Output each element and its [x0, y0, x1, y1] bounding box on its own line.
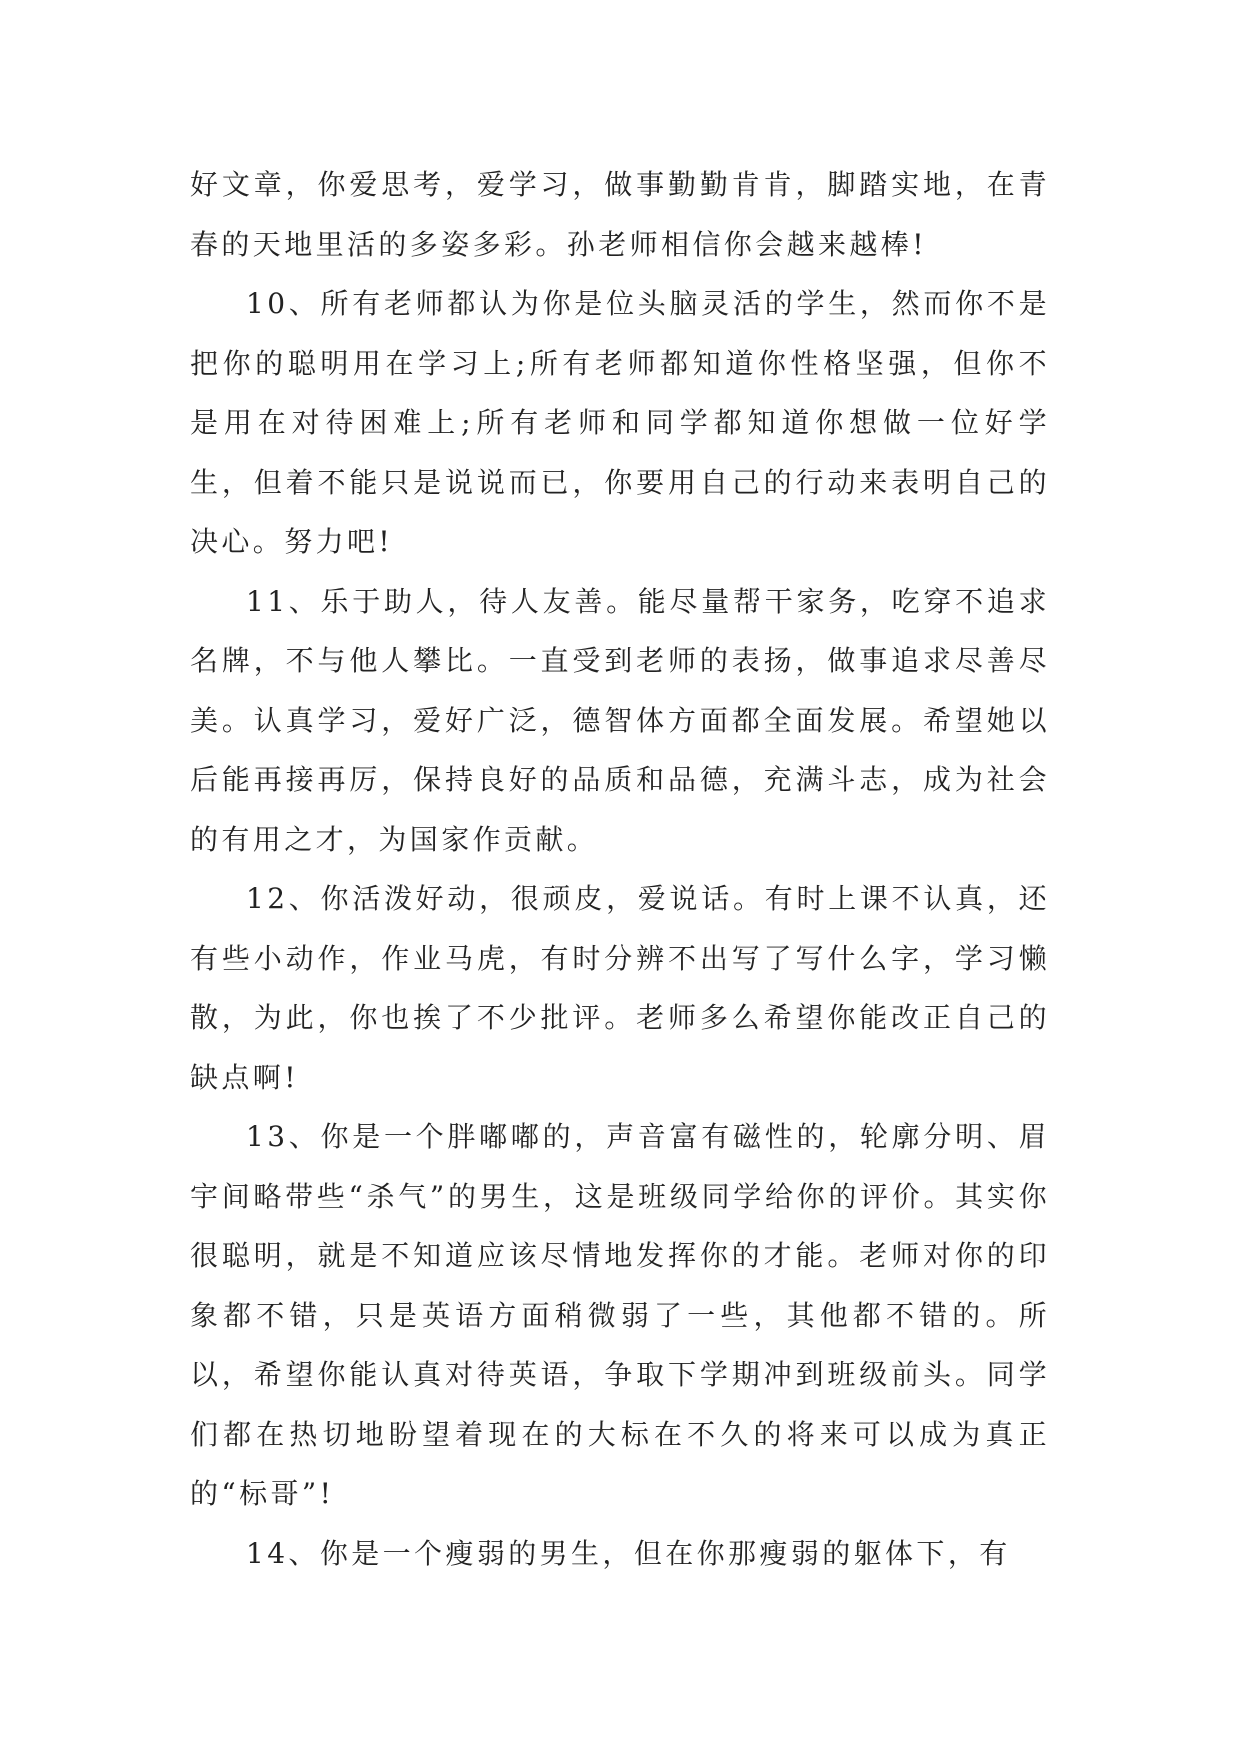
paragraph-continuation: 好文章，你爱思考，爱学习，做事勤勤肯肯，脚踏实地，在青春的天地里活的多姿多彩。孙老师相信你会越来越棒!	[190, 168, 1050, 261]
paragraph-comment-14: 14、你是一个瘦弱的男生，但在你那瘦弱的躯体下，有	[246, 1536, 1011, 1570]
document-body	[190, 155, 1050, 1583]
paragraph-comment-12: 12、你活泼好动，很顽皮，爱说话。有时上课不认真，还有些小动作，作业马虎，有时分辨不出写了写什么字，学习懒散，为此，你也挨了不少批评。老师多么希望你能改正自己的缺点啊!	[190, 882, 1050, 1094]
paragraph-comment-11: 11、乐于助人，待人友善。能尽量帮干家务，吃穿不追求名牌，不与他人攀比。一直受到老师的表扬，做事追求尽善尽美。认真学习，爱好广泛，德智体方面都全面发展。希望她以后能再接再厉，保持良好的品质和品德，充满斗志，成为社会的有用之才，为国家作贡献。	[190, 584, 1050, 856]
paragraph-comment-10: 10、所有老师都认为你是位头脑灵活的学生，然而你不是把你的聪明用在学习上;所有老师都知道你性格坚强，但你不是用在对待困难上;所有老师和同学都知道你想做一位好学生，但着不能只是说说而已，你要用自己的行动来表明自己的决心。努力吧!	[190, 287, 1050, 558]
paragraph-comment-13: 13、你是一个胖嘟嘟的，声音富有磁性的，轮廓分明、眉宇间略带些“杀气”的男生，这是班级同学给你的评价。其实你很聪明，就是不知道应该尽情地发挥你的才能。老师对你的印象都不错，只是英语方面稍微弱了一些，其他都不错的。所以，希望你能认真对待英语，争取下学期冲到班级前头。同学们都在热切地盼望着现在的大标在不久的将来可以成为真正的“标哥”!	[190, 1120, 1050, 1510]
